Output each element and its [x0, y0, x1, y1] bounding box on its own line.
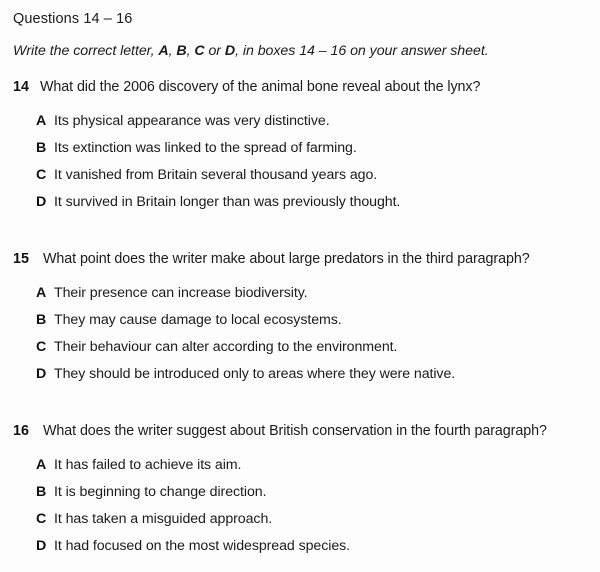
- instruction-text-part2: , in boxes 14 – 16 on your answer sheet.: [235, 43, 489, 59]
- question-number-14: 14: [13, 79, 29, 95]
- question-text-14: What did the 2006 discovery of the animal bone reveal about the lynx?: [40, 79, 481, 95]
- option-letter-c: C: [36, 339, 47, 355]
- question-block-14: [0, 78, 600, 220]
- option-15-a[interactable]: [0, 284, 600, 311]
- option-16-c[interactable]: [0, 510, 600, 537]
- option-14-d[interactable]: [0, 193, 600, 220]
- option-letter-c: C: [36, 167, 47, 183]
- instruction-text-part1: Write the correct letter,: [13, 43, 159, 59]
- option-text-a: It has failed to achieve its aim.: [54, 457, 242, 473]
- question-heading-14: [0, 78, 600, 106]
- instruction-letter-a: A: [158, 43, 169, 59]
- question-block-15: [0, 250, 600, 392]
- option-text-d: It survived in Britain longer than was previously thought.: [54, 194, 401, 210]
- option-15-d[interactable]: [0, 365, 600, 392]
- option-letter-a: A: [36, 285, 47, 301]
- option-14-a[interactable]: [0, 112, 600, 139]
- option-15-c[interactable]: [0, 338, 600, 365]
- question-block-16: [0, 422, 600, 564]
- option-letter-a: A: [36, 457, 47, 473]
- instruction-line: [13, 43, 489, 59]
- option-text-d: It had focused on the most widespread species.: [54, 538, 351, 554]
- option-letter-d: D: [36, 538, 47, 554]
- instruction-letter-d: D: [224, 43, 236, 59]
- option-letter-b: B: [36, 312, 47, 328]
- option-text-b: It is beginning to change direction.: [54, 484, 267, 500]
- option-14-b[interactable]: [0, 139, 600, 166]
- option-16-a[interactable]: [0, 456, 600, 483]
- question-heading-15: [0, 250, 600, 278]
- option-16-d[interactable]: [0, 537, 600, 564]
- option-text-b: They may cause damage to local ecosystems.: [54, 312, 342, 328]
- options-list-14: [0, 112, 600, 220]
- option-letter-b: B: [36, 484, 47, 500]
- options-list-16: [0, 456, 600, 564]
- instruction-letter-b: B: [176, 43, 187, 59]
- instruction-letter-c: C: [194, 43, 205, 59]
- page-title: Questions 14 – 16: [13, 11, 133, 27]
- option-text-b: Its extinction was linked to the spread of farming.: [54, 140, 357, 156]
- question-number-16: 16: [13, 423, 29, 439]
- option-letter-d: D: [36, 194, 47, 210]
- question-number-15: 15: [13, 251, 29, 267]
- option-letter-b: B: [36, 140, 47, 156]
- question-text-16: What does the writer suggest about British conservation in the fourth paragraph?: [43, 423, 547, 439]
- options-list-15: [0, 284, 600, 392]
- option-text-c: It has taken a misguided approach.: [54, 511, 273, 527]
- option-text-a: Its physical appearance was very distinctive.: [54, 113, 330, 129]
- option-letter-d: D: [36, 366, 47, 382]
- question-heading-16: [0, 422, 600, 450]
- option-text-c: It vanished from Britain several thousand years ago.: [54, 167, 378, 183]
- instruction-sep1: ,: [168, 43, 177, 59]
- option-letter-a: A: [36, 113, 47, 129]
- option-text-c: Their behaviour can alter according to the environment.: [54, 339, 398, 355]
- instruction-sep3: or: [204, 43, 225, 59]
- instruction-sep2: ,: [186, 43, 195, 59]
- option-letter-c: C: [36, 511, 47, 527]
- option-16-b[interactable]: [0, 483, 600, 510]
- option-text-d: They should be introduced only to areas where they were native.: [54, 366, 456, 382]
- option-15-b[interactable]: [0, 311, 600, 338]
- option-text-a: Their presence can increase biodiversity.: [54, 285, 308, 301]
- option-14-c[interactable]: [0, 166, 600, 193]
- question-text-15: What point does the writer make about large predators in the third paragraph?: [43, 251, 530, 267]
